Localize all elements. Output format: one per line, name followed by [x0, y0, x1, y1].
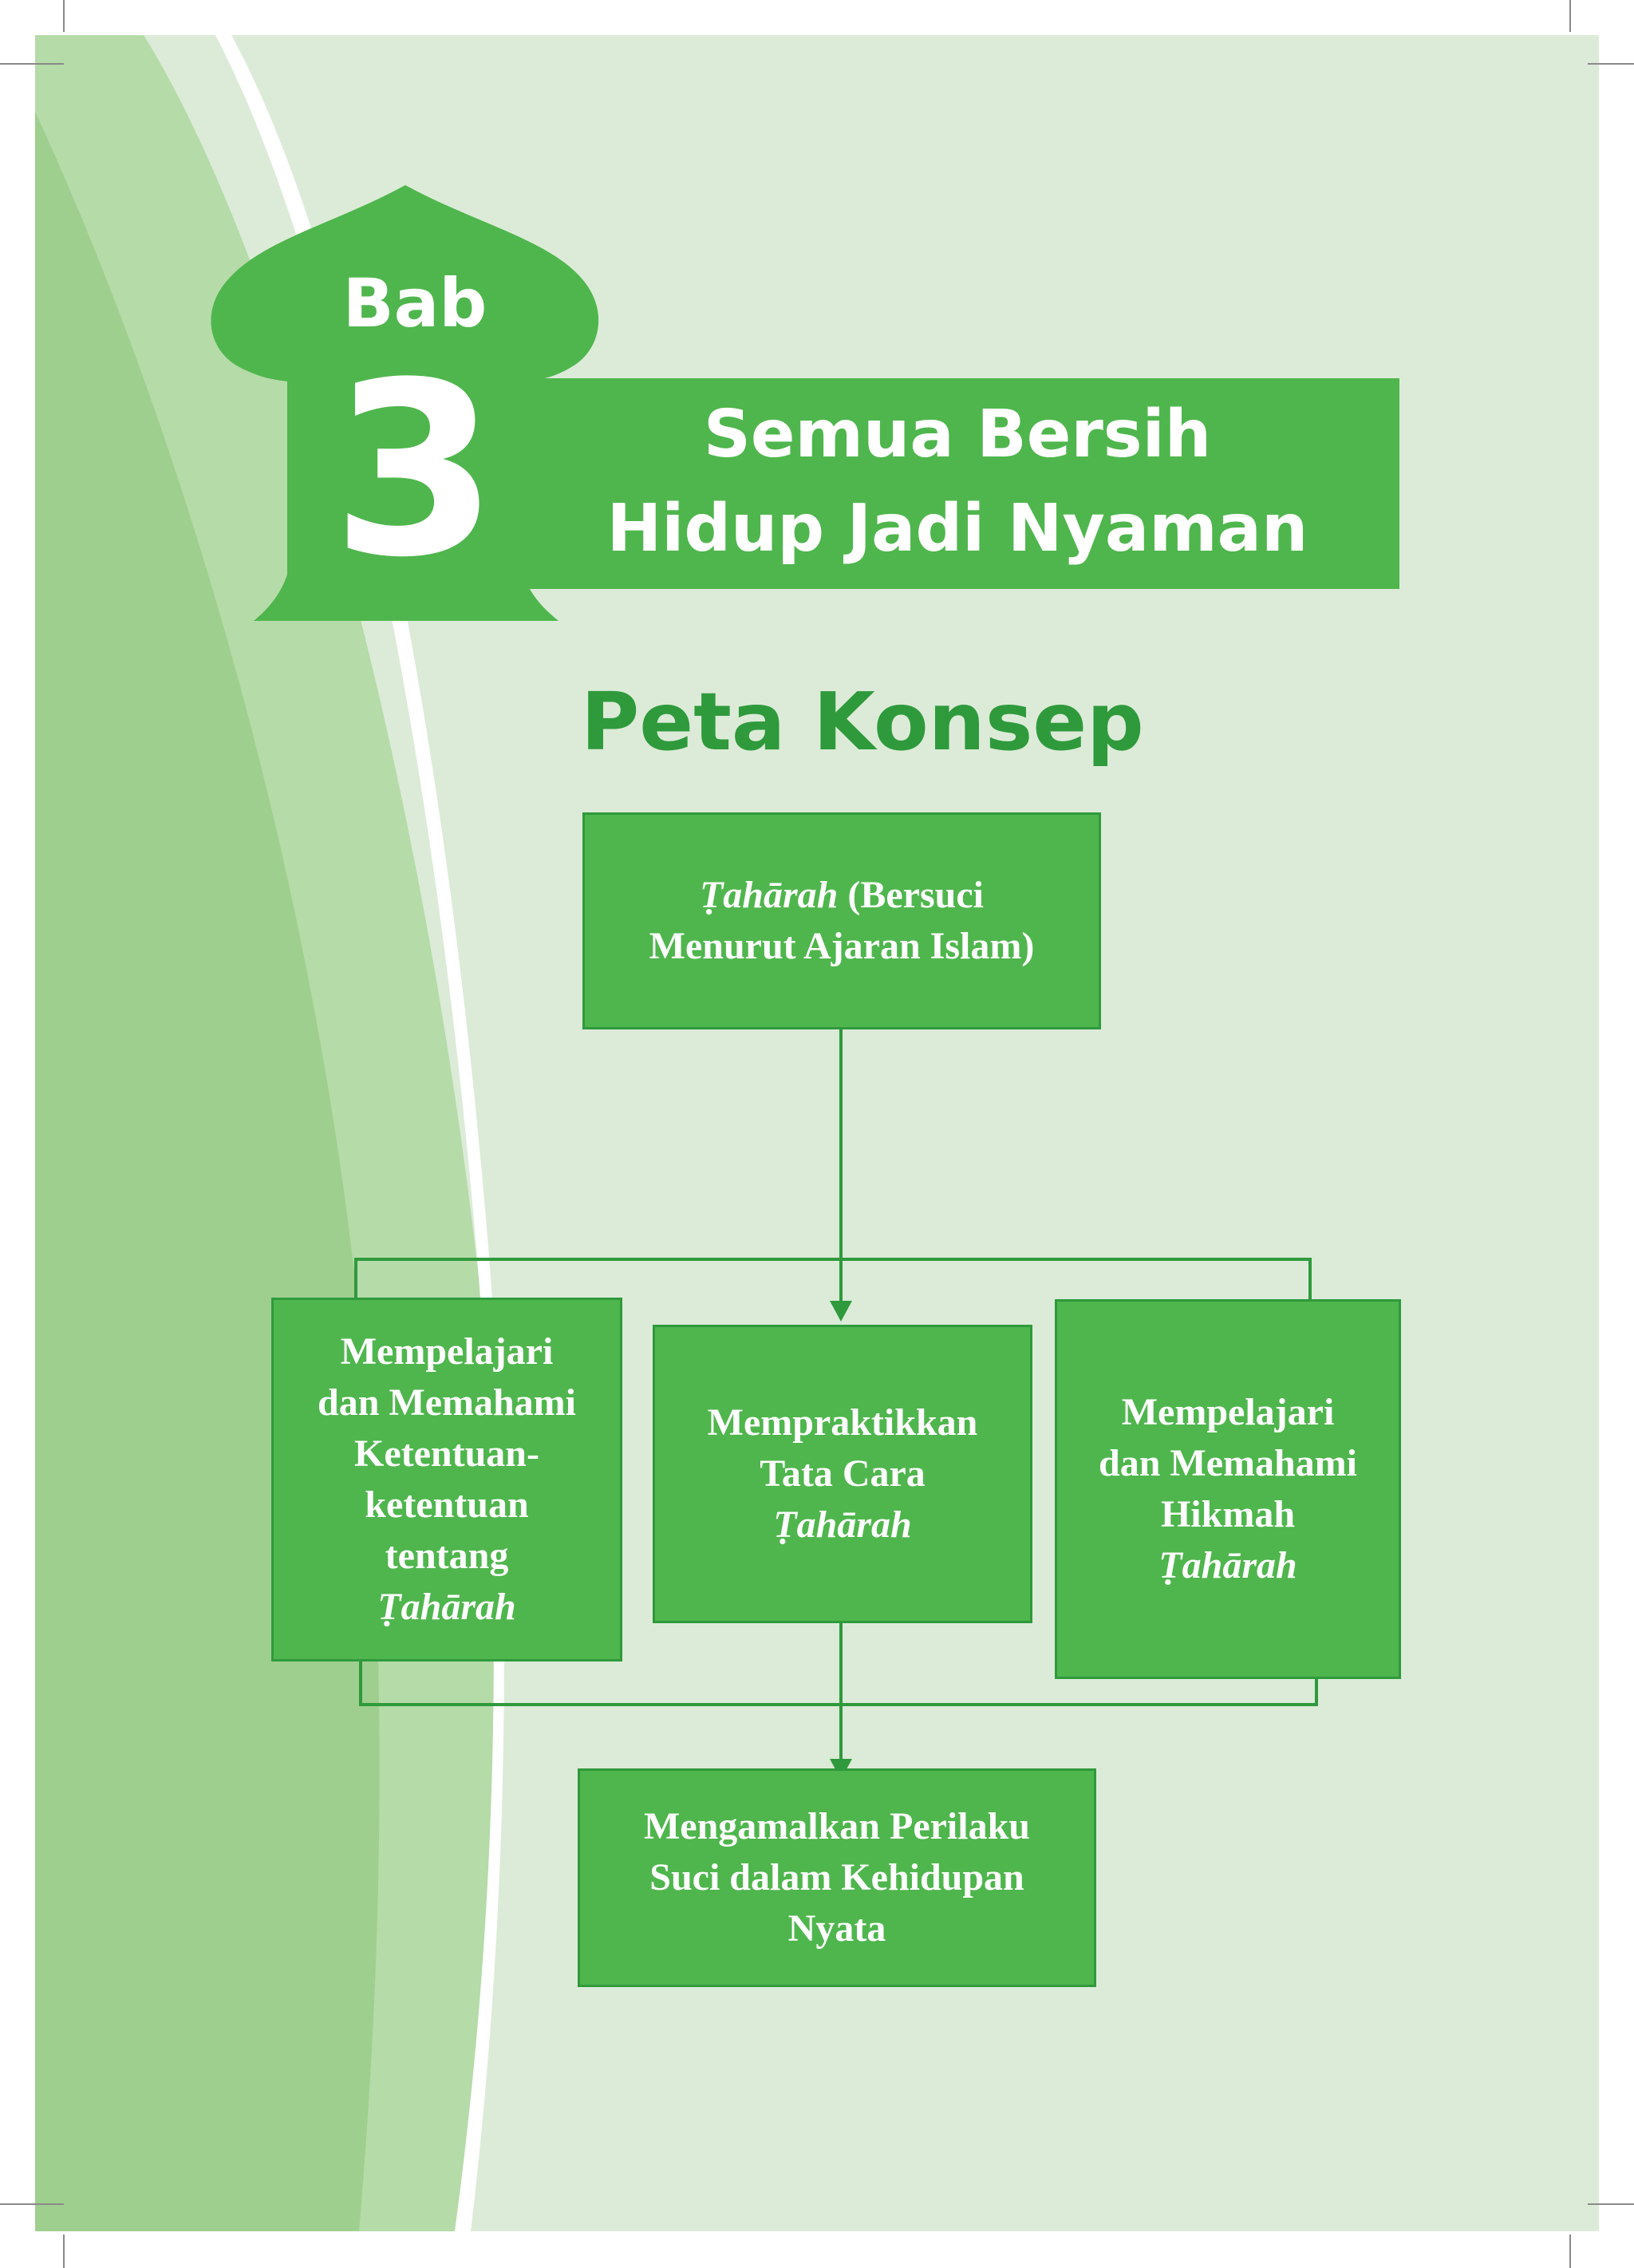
branch-left-term: Ṭahārah: [377, 1586, 516, 1628]
chapter-label: Bab: [342, 264, 487, 342]
result-line-3: Nyata: [787, 1907, 886, 1950]
branch-right-term: Ṭahārah: [1158, 1544, 1297, 1586]
branch-middle-line-2: Tata Cara: [760, 1452, 926, 1495]
branch-left-line-2: dan Memahami: [318, 1381, 576, 1424]
branch-right-line-3: Hikmah: [1160, 1493, 1296, 1535]
concept-map-heading: Peta Konsep: [581, 675, 1144, 769]
result-line-1: Mengamalkan Perilaku: [643, 1805, 1030, 1847]
branch-middle-line-1: Mempraktikkan: [707, 1401, 978, 1444]
result-line-2: Suci dalam Kehidupan: [649, 1856, 1024, 1899]
branch-right-line-1: Mempelajari: [1121, 1391, 1335, 1433]
concept-root-line-1-rest: (Bersuci: [838, 874, 984, 916]
branch-left-line-5: tentang: [385, 1535, 509, 1577]
chapter-title-line-2: Hidup Jadi Nyaman: [606, 491, 1308, 567]
branch-left-line-4: ketentuan: [365, 1484, 529, 1526]
chapter-title-line-1: Semua Bersih: [703, 397, 1212, 472]
arrowhead-to-middle-branch: [830, 1301, 852, 1322]
concept-root-term: Ṭahārah: [699, 874, 839, 916]
branch-middle-term: Ṭahārah: [773, 1503, 912, 1546]
concept-branch-right-box: [1055, 1299, 1401, 1679]
branch-left-line-3: Ketentuan-: [354, 1432, 539, 1475]
concept-root-line-2: Menurut Ajaran Islam): [649, 925, 1035, 967]
concept-branch-left-box: [271, 1298, 622, 1661]
concept-root-line-1: [700, 870, 984, 921]
connector-top-bracket: [356, 1259, 1310, 1299]
concept-root-box: [582, 812, 1101, 1029]
branch-right-line-2: dan Memahami: [1099, 1442, 1357, 1484]
concept-branch-middle-box: [653, 1325, 1032, 1623]
chapter-number: 3: [331, 331, 499, 610]
concept-result-box: [578, 1768, 1096, 1987]
branch-left-line-1: Mempelajari: [340, 1330, 554, 1373]
